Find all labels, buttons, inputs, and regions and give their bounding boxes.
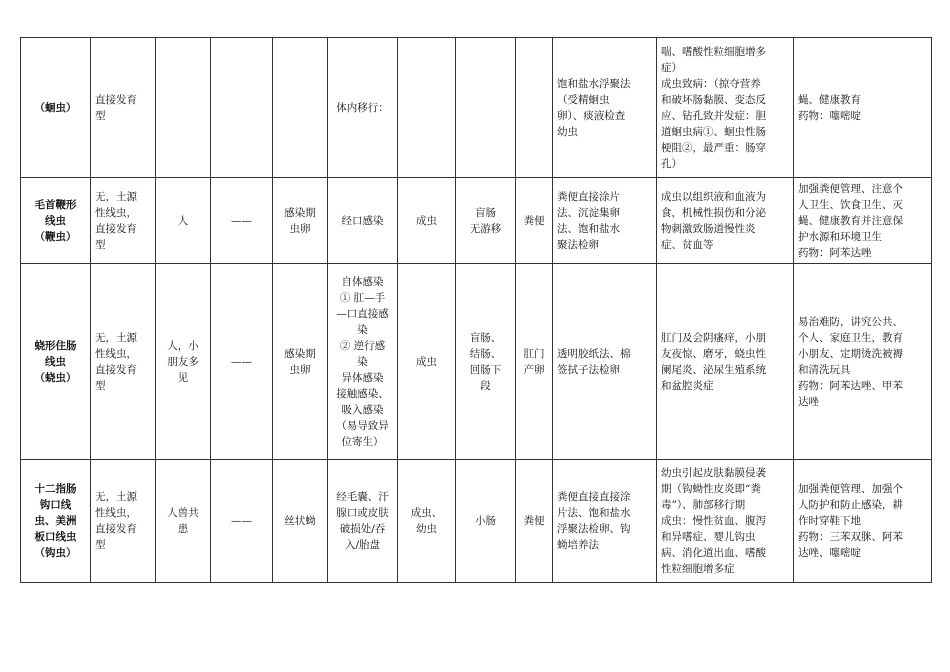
cell-text-line: 经口感染: [341, 214, 384, 227]
cell-infective-stage: [273, 460, 328, 583]
cell-text-line: 透明胶纸法、棉: [557, 347, 631, 360]
cell-text-line: 患: [177, 523, 189, 535]
cell-text-line: 和清洗玩具: [798, 363, 851, 376]
cell-host: [156, 38, 211, 178]
cell-site: [456, 38, 516, 178]
cell-text-line: ——: [231, 355, 252, 368]
cell-text-line: 达唑: [798, 395, 819, 408]
cell-text-line: 药物：阿苯达唑、甲苯: [798, 379, 903, 392]
cell-diagnosis: [553, 38, 657, 178]
cell-stage: [398, 460, 456, 583]
cell-host: [156, 460, 211, 583]
cell-site: [456, 178, 516, 264]
cell-text-line: ——: [231, 214, 252, 227]
cell-text-line: 体内移行：: [336, 101, 389, 114]
cell-text-line: 成虫以组织液和血液为: [661, 190, 766, 203]
cell-text-line: 病、消化道出血、嗜酸: [661, 547, 766, 559]
cell-route: [328, 38, 398, 178]
parasite-table-page: [20, 37, 932, 583]
cell-text-line: 结肠、: [469, 347, 502, 360]
cell-host: [156, 264, 211, 460]
cell-text-line: 产卵: [523, 363, 545, 376]
cell-host-type: [91, 178, 156, 264]
cell-text-line: （鞭虫）: [34, 230, 77, 243]
cell-text-line: —口直接感: [336, 307, 389, 320]
cell-host-type: [91, 38, 156, 178]
cell-text-line: 段: [480, 379, 491, 392]
cell-text-line: 型: [95, 238, 106, 251]
cell-text-line: 易治难防，讲究公共、: [798, 315, 903, 328]
cell-control: [794, 178, 932, 264]
cell-text-line: ——: [231, 515, 252, 527]
cell-text-line: 人卫生、饮食卫生、灭: [798, 198, 903, 211]
cell-text-line: 和异嗜症、婴儿钩虫: [661, 531, 756, 543]
cell-text-line: 无，土源: [95, 190, 137, 203]
cell-host: [156, 178, 211, 264]
cell-text-line: 和盆腔炎症: [661, 379, 714, 392]
cell-text-line: 人兽共: [167, 507, 199, 519]
cell-text-line: 片法、饱和盐水: [557, 507, 631, 519]
cell-infective-stage: [273, 178, 328, 264]
cell-text-line: 粪便直接直接涂: [557, 491, 631, 503]
table-row: [21, 178, 932, 264]
cell-control: [794, 38, 932, 178]
cell-name: [21, 38, 91, 178]
cell-text-line: 无，土源: [95, 491, 137, 503]
cell-site: [456, 264, 516, 460]
cell-diagnosis: [553, 460, 657, 583]
cell-infective-stage: [273, 264, 328, 460]
cell-text-line: 卵）、痰液检查: [557, 109, 626, 122]
cell-text-line: 感染期: [284, 206, 316, 219]
cell-text-line: 加强粪便管理、加强个: [798, 483, 903, 495]
cell-text-line: 作时穿鞋下地: [798, 515, 861, 527]
cell-text-line: 成虫致病：（掠夺营养: [661, 77, 761, 90]
cell-text-line: 虫卵: [289, 222, 311, 235]
cell-text-line: 肛门及会阴瘙痒，小朋: [661, 331, 766, 344]
cell-specimen: [516, 38, 553, 178]
cell-text-line: 成虫: [416, 214, 437, 227]
cell-text-line: 小肠: [475, 515, 496, 527]
cell-text-line: 型: [95, 539, 106, 551]
cell-text-line: 接触感染、: [336, 387, 389, 400]
cell-intermediate: [211, 460, 273, 583]
cell-pathogenesis: [657, 264, 794, 460]
cell-text-line: 直接发育: [95, 363, 137, 376]
cell-text-line: 自体感染: [341, 275, 384, 288]
parasite-table: [20, 37, 932, 583]
cell-text-line: 位寄生）: [341, 435, 384, 448]
cell-host-type: [91, 460, 156, 583]
cell-text-line: 蝇、健康教育: [798, 93, 861, 106]
cell-text-line: 症）: [661, 61, 682, 74]
cell-text-line: 腺口或皮肤: [336, 507, 389, 519]
cell-text-line: 性粒细胞增多症: [661, 563, 735, 575]
cell-text-line: 喘、嗜酸性粒细胞增多: [661, 45, 766, 58]
cell-control: [794, 264, 932, 460]
cell-text-line: 和破坏肠黏膜、变态反: [661, 93, 766, 106]
cell-intermediate: [211, 178, 273, 264]
cell-text-line: 浮聚法检卵、钩: [557, 523, 631, 535]
cell-intermediate: [211, 38, 273, 178]
cell-diagnosis: [553, 264, 657, 460]
cell-text-line: 毒”）、肺部移行期: [661, 499, 746, 511]
cell-text-line: 破损处/吞: [339, 523, 386, 535]
cell-text-line: 朋友多: [167, 355, 199, 368]
cell-text-line: 粪便: [523, 214, 545, 227]
cell-text-line: 粪便直接涂片: [557, 190, 620, 203]
cell-text-line: （蛔虫）: [34, 101, 77, 114]
cell-text-line: 见: [177, 371, 189, 384]
cell-text-line: 型: [95, 379, 106, 392]
table-row: [21, 460, 932, 583]
cell-text-line: 达唑、噻嘧啶: [798, 547, 861, 559]
cell-text-line: 小朋友、定期烫洗被褥: [798, 347, 903, 360]
cell-text-line: 食，机械性损伤和分泌: [661, 206, 766, 219]
cell-text-line: 经毛囊、汗: [336, 491, 389, 503]
cell-text-line: 幼虫: [416, 523, 437, 535]
cell-text-line: 法、饱和盐水: [557, 222, 620, 235]
cell-text-line: 加强粪便管理、注意个: [798, 182, 903, 195]
cell-stage: [398, 178, 456, 264]
cell-text-line: 毛首鞭形: [34, 198, 77, 211]
cell-text-line: 虫卵: [289, 363, 311, 376]
cell-specimen: [516, 460, 553, 583]
cell-text-line: 肛门: [523, 347, 545, 360]
cell-text-line: （蛲虫）: [34, 371, 77, 384]
cell-text-line: 聚法检卵: [557, 238, 599, 251]
cell-text-line: 入/胎盘: [344, 539, 381, 551]
cell-text-line: 钩口线: [39, 499, 72, 511]
cell-text-line: 型: [95, 109, 106, 122]
cell-route: [328, 264, 398, 460]
cell-site: [456, 460, 516, 583]
cell-text-line: 丝状蚴: [284, 515, 316, 527]
cell-specimen: [516, 264, 553, 460]
cell-text-line: 盲肠: [475, 206, 496, 219]
cell-text-line: （钩虫）: [34, 547, 77, 559]
cell-text-line: 性线虫，: [95, 347, 137, 360]
cell-text-line: 人: [177, 214, 189, 227]
cell-intermediate: [211, 264, 273, 460]
cell-text-line: 人，小: [167, 339, 199, 352]
cell-pathogenesis: [657, 38, 794, 178]
cell-text-line: 直接发育: [95, 523, 137, 535]
cell-pathogenesis: [657, 460, 794, 583]
cell-text-line: 成虫: [416, 355, 437, 368]
cell-text-line: 法、沉淀集卵: [557, 206, 620, 219]
cell-text-line: ② 逆行感: [339, 339, 386, 352]
cell-text-line: 无游移: [469, 222, 502, 235]
cell-text-line: 孔）: [661, 157, 682, 170]
cell-text-line: 染: [357, 323, 368, 336]
cell-name: [21, 264, 91, 460]
cell-text-line: 异体感染: [341, 371, 384, 384]
cell-route: [328, 460, 398, 583]
cell-text-line: （受精蛔虫: [557, 93, 610, 106]
cell-pathogenesis: [657, 178, 794, 264]
cell-text-line: 期（钩蚴性皮炎即“粪: [661, 483, 761, 495]
cell-text-line: 友夜惊、磨牙，蛲虫性: [661, 347, 766, 360]
cell-text-line: 蚴培养法: [557, 539, 599, 551]
cell-text-line: 性线虫，: [95, 507, 137, 519]
cell-stage: [398, 38, 456, 178]
table-row: [21, 38, 932, 178]
cell-text-line: 染: [357, 355, 368, 368]
cell-text-line: 幼虫: [557, 125, 578, 138]
cell-text-line: 梗阻②，最严重：肠穿: [661, 141, 766, 154]
cell-control: [794, 460, 932, 583]
cell-text-line: 成虫：慢性贫血、腹泻: [661, 515, 766, 527]
cell-text-line: 直接发育: [95, 93, 137, 106]
cell-text-line: 物刺激致肠道慢性炎: [661, 222, 756, 235]
cell-text-line: 线虫: [45, 214, 66, 227]
cell-text-line: 药物：阿苯达唑: [798, 246, 872, 259]
cell-infective-stage: [273, 38, 328, 178]
cell-route: [328, 178, 398, 264]
cell-name: [21, 178, 91, 264]
cell-text-line: 性线虫，: [95, 206, 137, 219]
cell-text-line: 应、钻孔致并发症：胆: [661, 109, 766, 122]
cell-text-line: 十二指肠: [34, 483, 77, 495]
cell-text-line: 虫、美洲: [34, 515, 77, 527]
table-row: [21, 264, 932, 460]
cell-text-line: 人防护和防止感染，耕: [798, 499, 903, 511]
cell-text-line: 直接发育: [95, 222, 137, 235]
cell-text-line: 粪便: [523, 515, 545, 527]
cell-name: [21, 460, 91, 583]
cell-text-line: 道蛔虫病①、蛔虫性肠: [661, 125, 766, 138]
cell-text-line: 个人、家庭卫生，教育: [798, 331, 903, 344]
cell-text-line: 饱和盐水浮聚法: [557, 77, 631, 90]
cell-text-line: 阑尾炎、泌尿生殖系统: [661, 363, 766, 376]
cell-text-line: 护水源和环境卫生: [798, 230, 882, 243]
cell-host-type: [91, 264, 156, 460]
cell-text-line: 幼虫引起皮肤黏膜侵袭: [661, 467, 766, 479]
cell-text-line: （易导致异: [336, 419, 389, 432]
cell-text-line: 药物：噻嘧啶: [798, 109, 861, 122]
cell-text-line: 盲肠、: [469, 331, 502, 344]
cell-text-line: 蝇、健康教育并注意保: [798, 214, 903, 227]
cell-text-line: 药物：三苯双脒、阿苯: [798, 531, 903, 543]
cell-text-line: 吸入感染: [341, 403, 384, 416]
cell-text-line: 线虫: [45, 355, 66, 368]
cell-text-line: ① 肛—手: [339, 291, 386, 304]
cell-text-line: 症、贫血等: [661, 238, 714, 251]
cell-text-line: 蛲形住肠: [34, 339, 77, 352]
cell-specimen: [516, 178, 553, 264]
cell-text-line: 回肠下: [469, 363, 502, 376]
cell-text-line: 签拭子法检卵: [557, 363, 620, 376]
cell-diagnosis: [553, 178, 657, 264]
cell-text-line: 成虫、: [410, 507, 443, 519]
cell-stage: [398, 264, 456, 460]
cell-text-line: 板口线虫: [34, 531, 77, 543]
cell-text-line: 无，土源: [95, 331, 137, 344]
cell-text-line: 感染期: [284, 347, 316, 360]
